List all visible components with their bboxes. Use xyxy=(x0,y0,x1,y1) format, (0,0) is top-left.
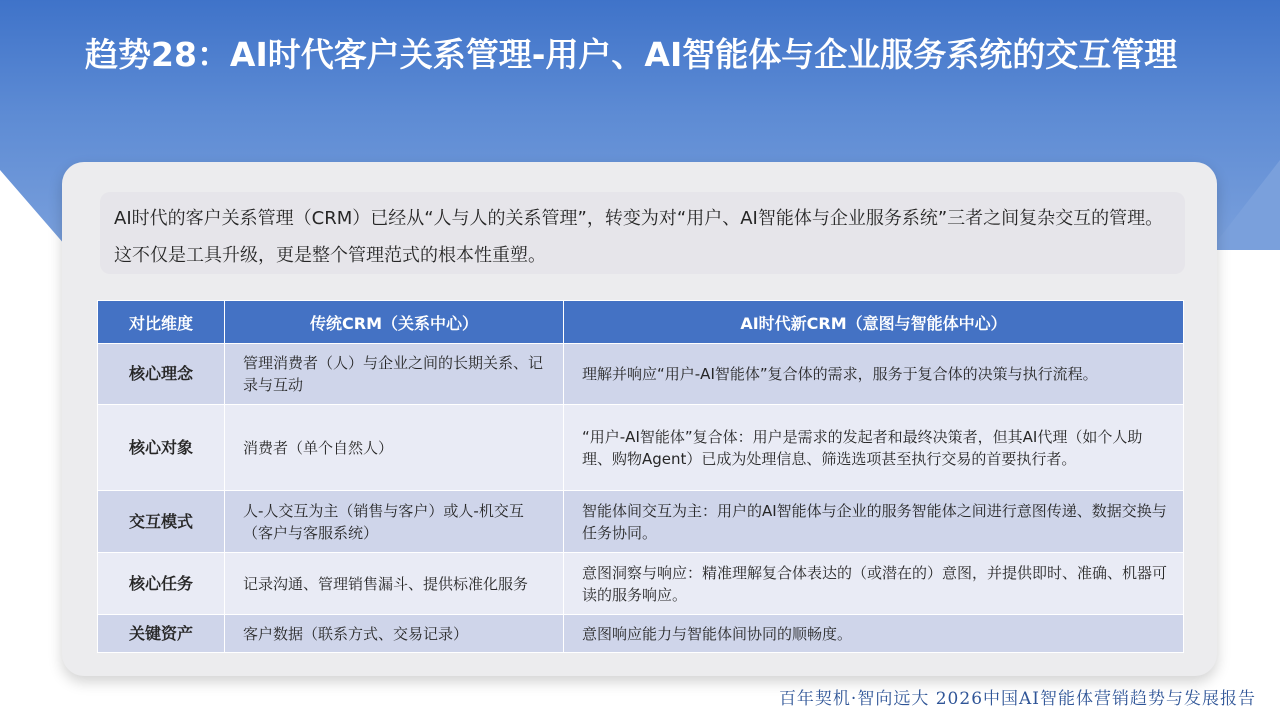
comparison-table xyxy=(97,300,1184,653)
intro-box xyxy=(100,192,1185,274)
row-dimension-cell: 关键资产 xyxy=(98,615,225,653)
row-ai-cell: “用户-AI智能体”复合体：用户是需求的发起者和最终决策者，但其AI代理（如个人助理、购物Agent）已成为处理信息、筛选选项甚至执行交易的首要执行者。 xyxy=(564,405,1184,491)
intro-text: AI时代的客户关系管理（CRM）已经从“人与人的关系管理”，转变为对“用户、AI智能体与企业服务系统”三者之间复杂交互的管理。这不仅是工具升级，更是整个管理范式的根本性重塑。 xyxy=(114,208,1164,266)
table-header-row xyxy=(98,301,1184,344)
row-traditional-cell: 人-人交互为主（销售与客户）或人-机交互（客户与客服系统） xyxy=(225,491,564,553)
column-header-traditional-crm: 传统CRM（关系中心） xyxy=(225,301,564,344)
table-row xyxy=(98,405,1184,491)
row-dimension-cell: 核心理念 xyxy=(98,344,225,405)
row-ai-cell: 意图洞察与响应：精准理解复合体表达的（或潜在的）意图，并提供即时、准确、机器可读的服务响应。 xyxy=(564,553,1184,615)
row-traditional-cell: 客户数据（联系方式、交易记录） xyxy=(225,615,564,653)
page-title: 趋势28：AI时代客户关系管理-用户、AI智能体与企业服务系统的交互管理 xyxy=(85,35,1178,74)
table-row xyxy=(98,615,1184,653)
column-header-dimension: 对比维度 xyxy=(98,301,225,344)
table-row xyxy=(98,344,1184,405)
row-dimension-cell: 核心任务 xyxy=(98,553,225,615)
table-row xyxy=(98,491,1184,553)
table-row xyxy=(98,553,1184,615)
row-traditional-cell: 管理消费者（人）与企业之间的长期关系、记录与互动 xyxy=(225,344,564,405)
column-header-ai-crm: AI时代新CRM（意图与智能体中心） xyxy=(564,301,1184,344)
row-ai-cell: 理解并响应“用户-AI智能体”复合体的需求，服务于复合体的决策与执行流程。 xyxy=(564,344,1184,405)
row-dimension-cell: 核心对象 xyxy=(98,405,225,491)
row-traditional-cell: 记录沟通、管理销售漏斗、提供标准化服务 xyxy=(225,553,564,615)
row-traditional-cell: 消费者（单个自然人） xyxy=(225,405,564,491)
row-dimension-cell: 交互模式 xyxy=(98,491,225,553)
row-ai-cell: 智能体间交互为主：用户的AI智能体与企业的服务智能体之间进行意图传递、数据交换与任务协同。 xyxy=(564,491,1184,553)
row-ai-cell: 意图响应能力与智能体间协同的顺畅度。 xyxy=(564,615,1184,653)
footer-caption: 百年契机·智向远大 2026中国AI智能体营销趋势与发展报告 xyxy=(778,689,1256,709)
